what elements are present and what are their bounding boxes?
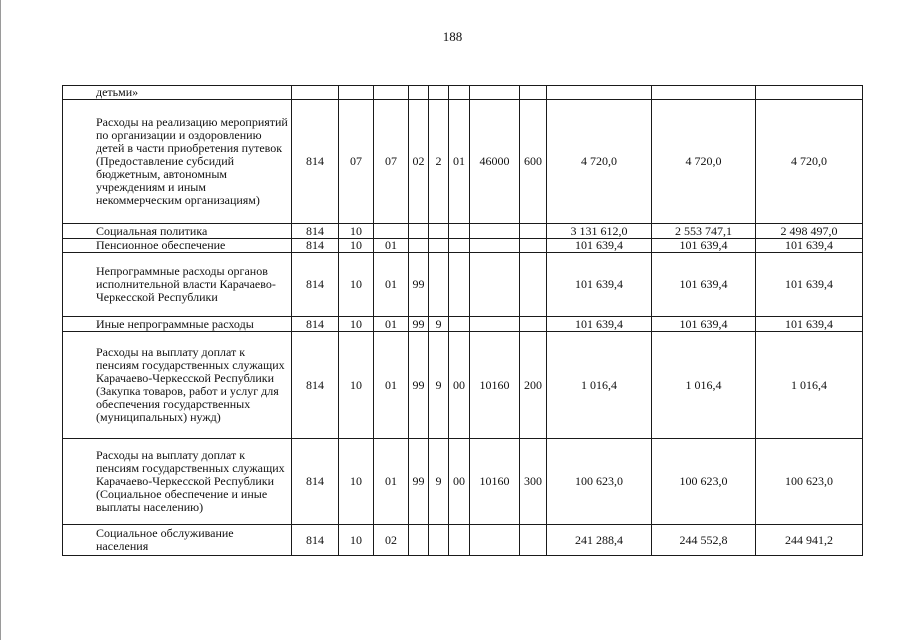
amount-cell: 101 639,4 [652,317,756,332]
amount-cell: 1 016,4 [652,332,756,439]
code-cell [449,253,470,317]
code-cell: 200 [520,332,547,439]
code-cell [470,239,520,253]
code-cell: 10 [339,224,374,239]
code-cell: 00 [449,439,470,525]
code-cell: 99 [409,439,429,525]
code-cell: 814 [292,439,339,525]
code-cell: 01 [374,253,409,317]
code-cell [520,239,547,253]
code-cell [429,253,449,317]
code-cell [409,525,429,556]
budget-table [62,85,863,556]
code-cell: 814 [292,224,339,239]
table-row [63,224,863,239]
code-cell [470,86,520,100]
code-cell: 9 [429,439,449,525]
table-row [63,525,863,556]
code-cell [470,525,520,556]
amount-cell: 101 639,4 [756,253,863,317]
code-cell [520,86,547,100]
row-name-cell: Социальное обслуживание населения [63,525,292,556]
code-cell: 10 [339,332,374,439]
code-cell [339,86,374,100]
amount-cell [547,86,652,100]
code-cell [429,525,449,556]
code-cell [470,224,520,239]
amount-cell: 101 639,4 [756,239,863,253]
code-cell: 10160 [470,332,520,439]
row-name-cell: Расходы на реализацию мероприятий по организации и оздоровлению детей в части приобретения путевок (Предоставление субсидий бюджетным, автономным учреждениям и иным некоммерческим организациям) [63,100,292,224]
code-cell [520,525,547,556]
amount-cell [756,86,863,100]
code-cell [429,224,449,239]
amount-cell: 2 498 497,0 [756,224,863,239]
row-name-cell: Пенсионное обеспечение [63,239,292,253]
amount-cell: 1 016,4 [756,332,863,439]
code-cell: 01 [374,332,409,439]
code-cell [470,317,520,332]
amount-cell: 101 639,4 [547,239,652,253]
code-cell: 9 [429,317,449,332]
table-row [63,239,863,253]
amount-cell: 4 720,0 [756,100,863,224]
code-cell: 07 [374,100,409,224]
amount-cell: 4 720,0 [652,100,756,224]
code-cell: 01 [374,317,409,332]
amount-cell: 101 639,4 [756,317,863,332]
table-row [63,253,863,317]
code-cell: 99 [409,332,429,439]
code-cell: 01 [374,439,409,525]
code-cell: 01 [449,100,470,224]
code-cell: 02 [409,100,429,224]
code-cell [409,224,429,239]
code-cell: 99 [409,253,429,317]
row-name-cell: Расходы на выплату доплат к пенсиям государственных служащих Карачаево-Черкесской Республики (Социальное обеспечение и иные выплаты населению) [63,439,292,525]
code-cell [429,86,449,100]
code-cell [520,224,547,239]
code-cell: 814 [292,100,339,224]
amount-cell: 2 553 747,1 [652,224,756,239]
code-cell: 814 [292,317,339,332]
code-cell: 02 [374,525,409,556]
page-number: 188 [442,29,463,44]
amount-cell: 100 623,0 [756,439,863,525]
code-cell [449,317,470,332]
code-cell [449,239,470,253]
code-cell [449,224,470,239]
code-cell: 10 [339,525,374,556]
code-cell: 10 [339,317,374,332]
code-cell: 814 [292,525,339,556]
amount-cell: 100 623,0 [652,439,756,525]
amount-cell: 4 720,0 [547,100,652,224]
code-cell: 300 [520,439,547,525]
code-cell: 814 [292,332,339,439]
code-cell [374,224,409,239]
code-cell [449,525,470,556]
code-cell: 00 [449,332,470,439]
code-cell [520,253,547,317]
row-name-cell: Непрограммные расходы органов исполнительной власти Карачаево-Черкесской Республики [63,253,292,317]
code-cell: 2 [429,100,449,224]
code-cell: 600 [520,100,547,224]
amount-cell: 241 288,4 [547,525,652,556]
code-cell: 10 [339,239,374,253]
amount-cell: 100 623,0 [547,439,652,525]
table-row [63,100,863,224]
code-cell: 10 [339,439,374,525]
budget-table-body [63,86,863,556]
amount-cell: 244 552,8 [652,525,756,556]
code-cell: 10 [339,253,374,317]
amount-cell: 244 941,2 [756,525,863,556]
amount-cell [652,86,756,100]
code-cell [470,253,520,317]
code-cell [409,239,429,253]
table-row [63,332,863,439]
code-cell: 814 [292,253,339,317]
table-row [63,86,863,100]
code-cell: 46000 [470,100,520,224]
code-cell: 814 [292,239,339,253]
code-cell: 9 [429,332,449,439]
code-cell [292,86,339,100]
table-row [63,439,863,525]
code-cell: 10160 [470,439,520,525]
table-row [63,317,863,332]
amount-cell: 101 639,4 [547,253,652,317]
amount-cell: 1 016,4 [547,332,652,439]
code-cell: 01 [374,239,409,253]
code-cell [409,86,429,100]
code-cell: 99 [409,317,429,332]
code-cell [429,239,449,253]
row-name-cell: детьми» [63,86,292,100]
page-edge-line [0,0,1,640]
amount-cell: 101 639,4 [652,239,756,253]
code-cell [449,86,470,100]
code-cell [520,317,547,332]
row-name-cell: Социальная политика [63,224,292,239]
code-cell: 07 [339,100,374,224]
row-name-cell: Иные непрограммные расходы [63,317,292,332]
amount-cell: 101 639,4 [547,317,652,332]
amount-cell: 101 639,4 [652,253,756,317]
code-cell [374,86,409,100]
row-name-cell: Расходы на выплату доплат к пенсиям государственных служащих Карачаево-Черкесской Республики (Закупка товаров, работ и услуг для обеспечения государственных (муниципальных) нужд) [63,332,292,439]
amount-cell: 3 131 612,0 [547,224,652,239]
